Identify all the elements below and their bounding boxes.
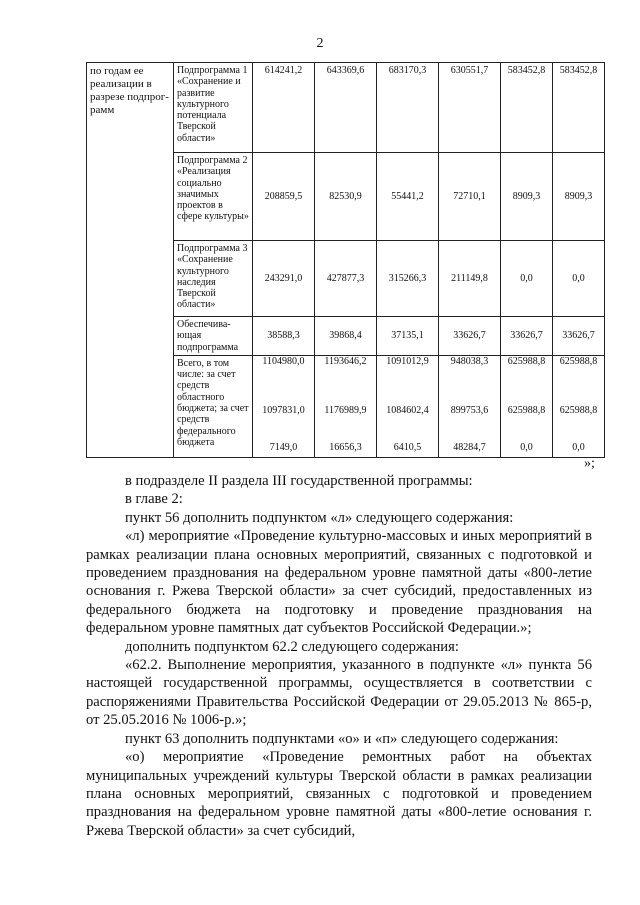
value-cell: 0,0 [553,241,605,317]
value-cell: 427877,3 [315,241,377,317]
total-value: 1193646,2 [324,355,367,367]
paragraph: пункт 63 дополнить подпунктами «о» и «п» следующего содержания: [125,730,559,747]
value-cell: 8909,3 [501,153,553,241]
value-cell: 583452,8 [553,63,605,153]
value-cell: 33626,7 [553,317,605,356]
paragraph: в подразделе II раздела III государственной программы: [125,473,473,489]
total-label: Всего, в том числе: за счет средств областного бюджета; за счет средств федерального бюджета [174,355,253,457]
federal-budget-value: 0,0 [520,441,533,453]
value-cell: 55441,2 [377,153,439,241]
value-cell: 37135,1 [377,317,439,356]
value-cell: 0,0 [501,241,553,317]
total-cell [315,355,377,457]
regional-budget-value: 1097831,0 [262,404,305,416]
total-cell [553,355,605,457]
regional-budget-value: 899753,6 [450,404,489,416]
total-value: 1104980,0 [262,355,305,367]
federal-budget-value: 0,0 [572,441,585,453]
paragraph: в главе 2: [125,491,183,508]
total-cell [439,355,501,457]
total-value: 1091012,9 [386,355,429,367]
body-text [86,472,592,840]
value-cell: 315266,3 [377,241,439,317]
regional-budget-value: 1084602,4 [386,404,429,416]
value-cell: 8909,3 [553,153,605,241]
paragraph: «о) мероприятие «Проведение ремонтных работ на объектах муниципальных учреждений культуры Тверской области в рамках реализации плана основных мероприятий, связанных с подготовкой и проведением празднования на федеральном уровне памятной даты «800-летие основания г. Ржева Тверской области» за счет субсидий, [86,749,592,839]
value-cell: 211149,8 [439,241,501,317]
total-value: 948038,3 [450,355,489,367]
value-cell: 208859,5 [253,153,315,241]
value-cell: 614241,2 [253,63,315,153]
table-row [87,63,605,153]
value-cell: 683170,3 [377,63,439,153]
regional-budget-value: 625988,8 [507,404,546,416]
budget-table [86,62,605,458]
value-cell: 72710,1 [439,153,501,241]
value-cell: 82530,9 [315,153,377,241]
value-cell: 583452,8 [501,63,553,153]
total-cell [253,355,315,457]
row-header-cell: по годам ее реализации в разрезе подпрог-рамм [87,63,174,458]
value-cell: 38588,3 [253,317,315,356]
subprogram-label: Подпрограмма 1 «Сохранение и развитие культурного потенциала Тверской области» [174,63,253,153]
total-value: 625988,8 [559,355,598,367]
value-cell: 243291,0 [253,241,315,317]
federal-budget-value: 16656,3 [329,441,362,453]
closing-quote: »; [584,456,595,471]
page-number: 2 [316,36,324,51]
subprogram-label: Подпрограмма 2 «Реализация социально значимых проектов в сфере культуры» [174,153,253,241]
value-cell: 643369,6 [315,63,377,153]
paragraph: дополнить подпунктом 62.2 следующего содержания: [125,638,459,655]
regional-budget-value: 1176989,9 [324,404,367,416]
value-cell: 33626,7 [501,317,553,356]
paragraph: «л) мероприятие «Проведение культурно-массовых и иных мероприятий в рамках реализации плана основных мероприятий, связанных с подготовкой и проведением празднования на федеральном уровне памятной даты «800-летие основания г. Ржева Тверской области» за счет субсидий, предоставленных из федерального бюджета на подготовку и проведение празднования на федеральном уровне памятных дат субъектов Российской Федерации.»; [86,528,592,637]
value-cell: 39868,4 [315,317,377,356]
regional-budget-value: 625988,8 [559,404,598,416]
paragraph: пункт 56 дополнить подпунктом «л» следующего содержания: [125,509,514,526]
subprogram-label: Обеспечива-ющая подпрограмма [174,317,253,356]
federal-budget-value: 6410,5 [393,441,422,453]
value-cell: 33626,7 [439,317,501,356]
total-value: 625988,8 [507,355,546,367]
total-cell [377,355,439,457]
total-cell [501,355,553,457]
federal-budget-value: 48284,7 [453,441,486,453]
value-cell: 630551,7 [439,63,501,153]
federal-budget-value: 7149,0 [269,441,298,453]
paragraph: «62.2. Выполнение мероприятия, указанного в подпункте «л» пункта 56 настоящей государственной программы, осуществляется в соответствии с распоряжениями Правительства Российской Федерации от 29.05.2013 № 865-р, от 25.05.2016 № 1006-р.»; [86,657,592,729]
subprogram-label: Подпрограмма 3 «Сохранение культурного наследия Тверской области» [174,241,253,317]
